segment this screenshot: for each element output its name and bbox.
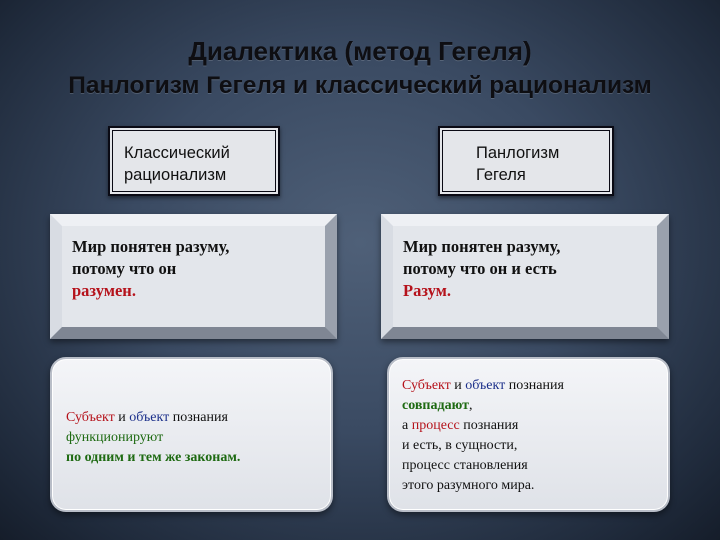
thesis-box-right xyxy=(381,214,669,339)
thesis-line: Мир понятен разуму, xyxy=(403,237,561,256)
cognition-word: познания xyxy=(169,410,228,425)
connector-word: и xyxy=(114,410,130,425)
page-title: Диалектика (метод Гегеля) xyxy=(188,36,532,66)
comma: , xyxy=(468,398,473,413)
thesis-text-left xyxy=(62,226,325,327)
detail-box-left xyxy=(50,357,333,512)
detail-line: этого разумного мира. xyxy=(402,478,535,493)
thesis-line: потому что он и есть xyxy=(403,259,557,278)
thesis-line-highlight: разумен. xyxy=(72,281,136,300)
detail-line: по одним и тем же законам. xyxy=(66,450,241,465)
thesis-line: Мир понятен разуму, xyxy=(72,237,230,256)
coincide-word: совпадают xyxy=(402,398,469,413)
header-label: рационализм xyxy=(124,166,227,184)
detail-line xyxy=(402,396,668,416)
object-word: объект xyxy=(465,378,506,393)
process-word: процесс xyxy=(411,418,460,433)
page-subtitle: Панлогизм Гегеля и классический рационализм xyxy=(68,72,652,99)
thesis-box-left xyxy=(50,214,337,339)
connector-word: и xyxy=(450,378,466,393)
conj-word: а xyxy=(402,418,412,433)
detail-line xyxy=(402,416,668,436)
object-word: объект xyxy=(129,410,170,425)
subject-word: Субъект xyxy=(402,378,451,393)
detail-line: и есть, в сущности, xyxy=(402,438,518,453)
detail-line xyxy=(402,376,668,396)
header-label: Панлогизм xyxy=(476,144,560,162)
cognition-word: познания xyxy=(459,418,519,433)
detail-line xyxy=(66,408,331,428)
detail-box-right xyxy=(387,357,670,512)
detail-line: функционируют xyxy=(66,430,164,445)
detail-line: процесс становления xyxy=(402,458,528,473)
subject-word: Субъект xyxy=(66,410,115,425)
cognition-word: познания xyxy=(505,378,564,393)
thesis-line-highlight: Разум. xyxy=(403,281,452,300)
header-classical-rationalism xyxy=(108,126,280,196)
header-hegel-panlogism xyxy=(438,126,614,196)
header-label: Классический xyxy=(124,144,230,162)
thesis-line: потому что он xyxy=(72,259,177,278)
thesis-text-right xyxy=(393,226,657,327)
header-label: Гегеля xyxy=(476,166,526,184)
